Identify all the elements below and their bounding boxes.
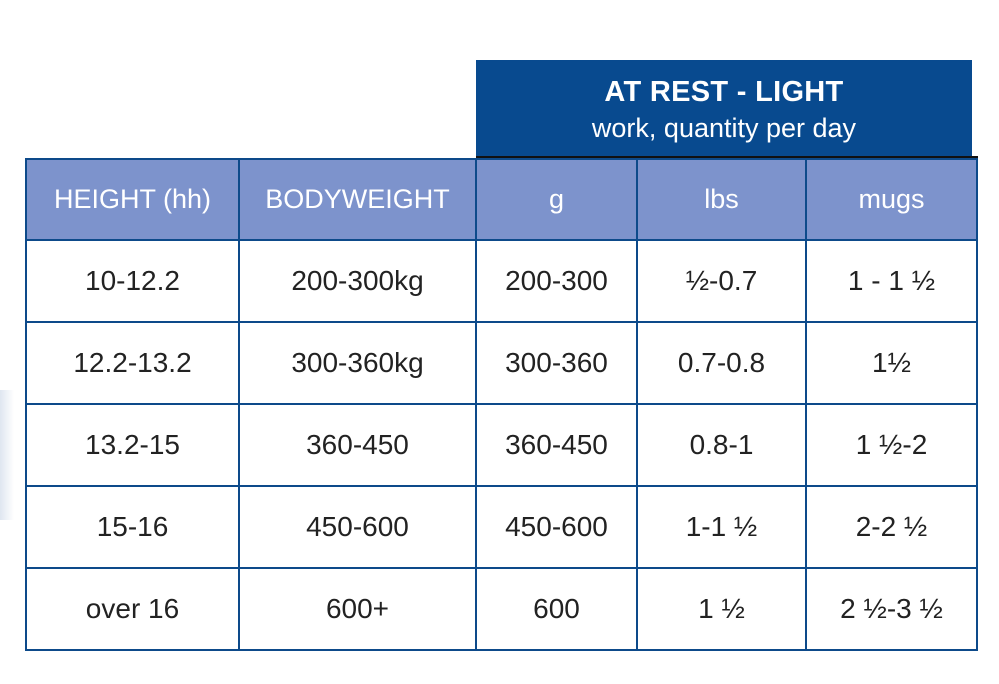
table-row	[26, 568, 977, 650]
cell-grams: 450-600	[476, 486, 637, 568]
cell-lbs: 1-1 ½	[637, 486, 806, 568]
rate-banner	[476, 60, 972, 158]
header-mugs: mugs	[806, 159, 977, 240]
table-row	[26, 404, 977, 486]
cell-bodyweight: 200-300kg	[239, 240, 476, 322]
feeding-table	[25, 158, 978, 651]
cell-mugs: 1½	[806, 322, 977, 404]
table-row	[26, 322, 977, 404]
cell-height: 12.2-13.2	[26, 322, 239, 404]
cell-bodyweight: 300-360kg	[239, 322, 476, 404]
cell-grams: 200-300	[476, 240, 637, 322]
cell-grams: 300-360	[476, 322, 637, 404]
cell-mugs: 1 - 1 ½	[806, 240, 977, 322]
cell-mugs: 2 ½-3 ½	[806, 568, 977, 650]
cell-bodyweight: 360-450	[239, 404, 476, 486]
cell-height: 10-12.2	[26, 240, 239, 322]
table-header-row	[26, 159, 977, 240]
cell-grams: 600	[476, 568, 637, 650]
cell-lbs: 1 ½	[637, 568, 806, 650]
cell-bodyweight: 450-600	[239, 486, 476, 568]
header-height: HEIGHT (hh)	[26, 159, 239, 240]
edge-shadow	[0, 390, 14, 520]
cell-height: 15-16	[26, 486, 239, 568]
cell-mugs: 1 ½-2	[806, 404, 977, 486]
banner-subtitle: work, quantity per day	[591, 113, 857, 143]
cell-grams: 360-450	[476, 404, 637, 486]
cell-mugs: 2-2 ½	[806, 486, 977, 568]
cell-height: over 16	[26, 568, 239, 650]
cell-lbs: 0.7-0.8	[637, 322, 806, 404]
cell-lbs: ½-0.7	[637, 240, 806, 322]
banner-title: AT REST - LIGHT	[604, 76, 844, 108]
cell-bodyweight: 600+	[239, 568, 476, 650]
cell-height: 13.2-15	[26, 404, 239, 486]
header-grams: g	[476, 159, 637, 240]
cell-lbs: 0.8-1	[637, 404, 806, 486]
header-lbs: lbs	[637, 159, 806, 240]
table-row	[26, 486, 977, 568]
header-bodyweight: BODYWEIGHT	[239, 159, 476, 240]
table-row	[26, 240, 977, 322]
